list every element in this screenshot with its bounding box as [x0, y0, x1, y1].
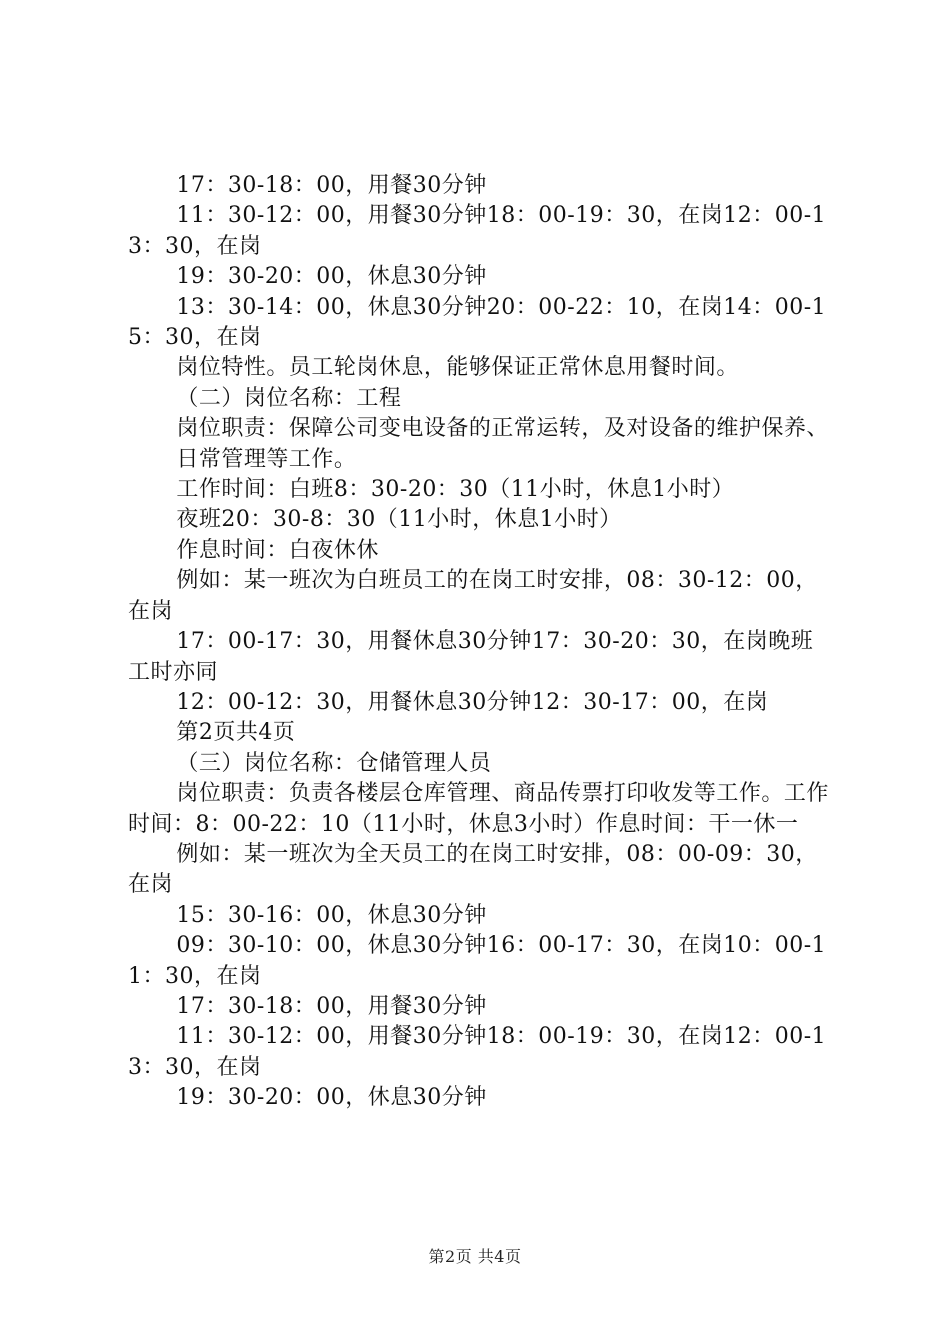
section-heading: （二）岗位名称：工程	[176, 385, 402, 411]
paragraph: 作息时间：白夜休休	[176, 537, 379, 563]
paragraph: 17：30-18：00，用餐30分钟	[176, 993, 487, 1019]
paragraph: 13：30-14：00，休息30分钟20：00-22：10，在岗14：00-15：30，在岗	[128, 294, 827, 351]
paragraph: 岗位特性。员工轮岗休息，能够保证正常休息用餐时间。	[176, 355, 739, 381]
document-body	[128, 171, 833, 1114]
paragraph: 日常管理等工作。	[176, 446, 357, 472]
paragraph: 15：30-16：00，休息30分钟	[176, 902, 487, 928]
paragraph: 11：30-12：00，用餐30分钟18：00-19：30，在岗12：00-13：30，在岗	[128, 203, 827, 259]
paragraph: 17：00-17：30，用餐休息30分钟17：30-20：30，在岗晚班工时亦同	[128, 629, 814, 685]
paragraph: 19：30-20：00，休息30分钟	[176, 264, 487, 290]
paragraph: 17：30-18：00，用餐30分钟	[176, 173, 487, 198]
paragraph: 19：30-20：00，休息30分钟	[176, 1085, 487, 1111]
paragraph: 11：30-12：00，用餐30分钟18：00-19：30，在岗12：00-13：30，在岗	[128, 1024, 827, 1080]
paragraph: 岗位职责：负责各楼层仓库管理、商品传票打印收发等工作。工作时间：8：00-22：10（11小时，休息3小时）作息时间：干一休一	[128, 781, 829, 837]
section-heading: （三）岗位名称：仓储管理人员	[176, 750, 492, 776]
paragraph: 09：30-10：00，休息30分钟16：00-17：30，在岗10：00-11：30，在岗	[128, 933, 827, 989]
paragraph: 12：00-12：30，用餐休息30分钟12：30-17：00，在岗	[176, 689, 769, 715]
paragraph: 例如：某一班次为全天员工的在岗工时安排，08：00-09：30，在岗	[128, 841, 818, 898]
paragraph: 岗位职责：保障公司变电设备的正常运转，及对设备的维护保养、	[176, 416, 829, 442]
paragraph: 例如：某一班次为白班员工的在岗工时安排，08：30-12：00，在岗	[128, 568, 818, 624]
page-footer: 第2页 共4页	[428, 1247, 522, 1266]
paragraph: 夜班20：30-8：30（11小时，休息1小时）	[176, 507, 622, 533]
paragraph: 工作时间：白班8：30-20：30（11小时，休息1小时）	[176, 477, 735, 503]
inline-page-number: 第2页共4页	[176, 720, 296, 746]
